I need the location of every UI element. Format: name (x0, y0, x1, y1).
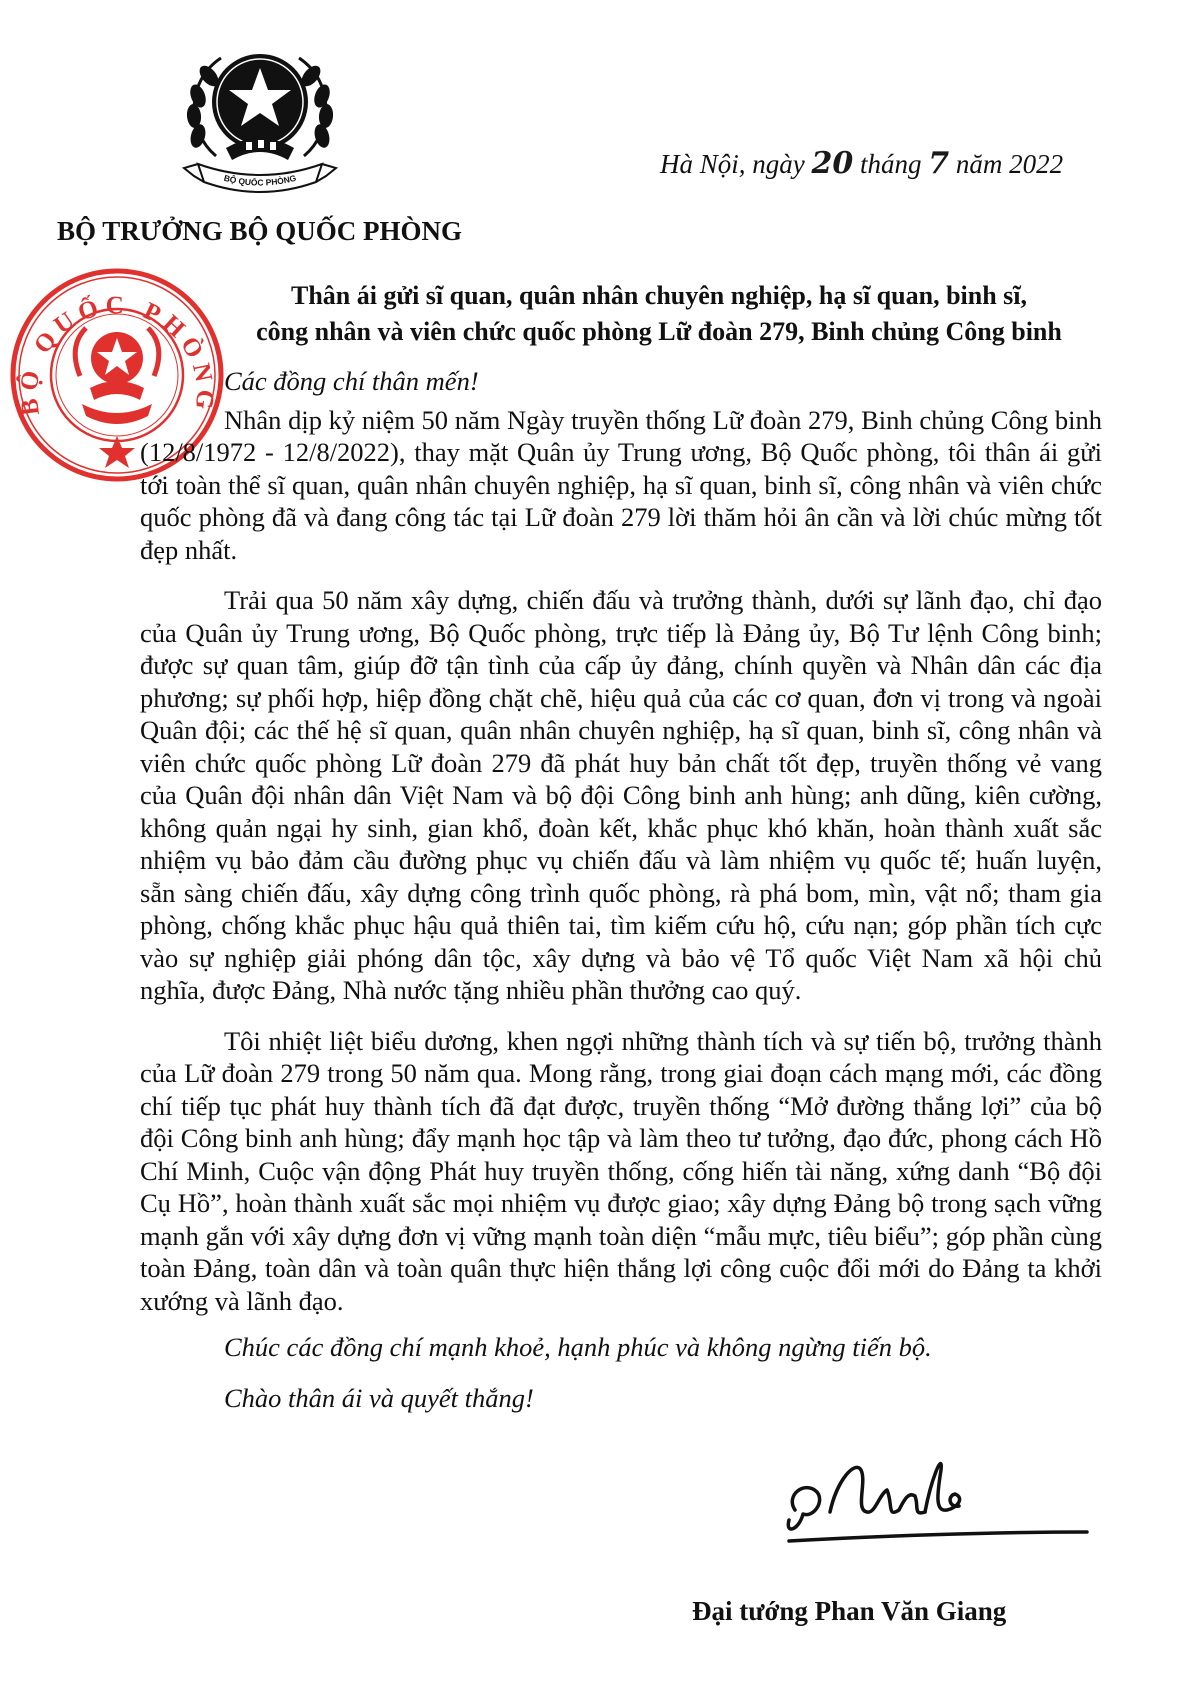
greeting: Các đồng chí thân mến! (224, 366, 479, 396)
signer-name: Đại tướng Phan Văn Giang (692, 1596, 1007, 1626)
national-emblem-icon (176, 36, 344, 208)
date-day: 20 (811, 146, 854, 181)
date-year-label: năm 2022 (955, 149, 1064, 179)
document-date (660, 146, 1130, 181)
date-month-label: tháng (860, 149, 922, 179)
letter-subject (194, 278, 1124, 350)
paragraph-1: Nhân dịp kỷ niệm 50 năm Ngày truyền thống Lữ đoàn 279, Binh chủng Công binh (12/8/1972 - 12/8/2022), thay mặt Quân ủy Trung ương, Bộ Quốc phòng, tôi thân ái gửi tới toàn thể sĩ quan, quân nhân chuyên nghiệp, hạ sĩ quan, binh sĩ, công nhân và viên chức quốc phòng đã và đang công tác tại Lữ đoàn 279 lời thăm hỏi ân cần và lời chúc mừng tốt đẹp nhất. (140, 404, 1102, 565)
organization-title: BỘ TRƯỞNG BỘ QUỐC PHÒNG (57, 216, 463, 246)
paragraph-3: Tôi nhiệt liệt biểu dương, khen ngợi những thành tích và sự tiến bộ, trưởng thành của Lữ đoàn 279 trong 50 năm qua. Mong rằng, trong giai đoạn cách mạng mới, các đồng chí tiếp tục phát huy thành tích đã đạt được, truyền thống “Mở đường thắng lợi” của bộ đội Công binh anh hùng; đẩy mạnh học tập và làm theo tư tưởng, đạo đức, phong cách Hồ Chí Minh, Cuộc vận động Phát huy truyền thống, cống hiến tài năng, xứng danh “Bộ đội Cụ Hồ”, hoàn thành xuất sắc mọi nhiệm vụ được giao; xây dựng Đảng bộ trong sạch vững mạnh gắn với xây dựng đơn vị vững mạnh toàn diện “mẫu mực, tiêu biểu”; góp phần cùng toàn Đảng, toàn dân và toàn quân thực hiện thắng lợi công cuộc đổi mới do Đảng ta khởi xướng và lãnh đạo. (140, 1025, 1102, 1316)
letter-body (140, 365, 1102, 1414)
handwritten-signature-icon (775, 1440, 1095, 1555)
date-month: 7 (928, 146, 950, 181)
seal-text: BỘ QUỐC PHÒNG (15, 292, 219, 417)
paragraph-2: Trải qua 50 năm xây dựng, chiến đấu và trưởng thành, dưới sự lãnh đạo, chỉ đạo của Quân ủy Trung ương, Bộ Quốc phòng, trực tiếp là Đảng ủy, Bộ Tư lệnh Công binh; được sự quan tâm, giúp đỡ tận tình của cấp ủy đảng, chính quyền và Nhân dân các địa phương; sự phối hợp, hiệp đồng chặt chẽ, hiệu quả của các cơ quan, đơn vị trong và ngoài Quân đội; các thế hệ sĩ quan, quân nhân chuyên nghiệp, hạ sĩ quan, binh sĩ, công nhân và viên chức quốc phòng Lữ đoàn 279 đã phát huy bản chất tốt đẹp, truyền thống vẻ vang của Quân đội nhân dân Việt Nam và bộ đội Công binh anh hùng; anh dũng, kiên cường, không quản ngại hy sinh, gian khổ, đoàn kết, khắc phục khó khăn, hoàn thành xuất sắc nhiệm vụ bảo đảm cầu đường phục vụ chiến đấu và làm nhiệm vụ quốc tế; huấn luyện, sẵn sàng chiến đấu, xây dựng công trình quốc phòng, rà phá bom, mìn, vật nổ; tham gia phòng, chống khắc phục hậu quả thiên tai, tìm kiếm cứu hộ, cứu nạn; góp phần tích cực vào sự nghiệp giải phóng dân tộc, xây dựng và bảo vệ Tổ quốc Việt Nam xã hội chủ nghĩa, được Đảng, Nhà nước tặng nhiều phần thưởng cao quý. (140, 585, 1102, 1005)
closing-salute: Chào thân ái và quyết thắng! (224, 1382, 534, 1413)
date-prefix: Hà Nội, ngày (660, 149, 805, 179)
subject-line-2: công nhân và viên chức quốc phòng Lữ đoàn 279, Binh chủng Công binh (256, 317, 1062, 346)
closing-wish: Chúc các đồng chí mạnh khoẻ, hạnh phúc và không ngừng tiến bộ. (224, 1332, 932, 1362)
emblem-text: BỘ QUỐC PHÒNG (222, 172, 298, 188)
subject-line-1: Thân ái gửi sĩ quan, quân nhân chuyên nghiệp, hạ sĩ quan, binh sĩ, (290, 281, 1028, 310)
